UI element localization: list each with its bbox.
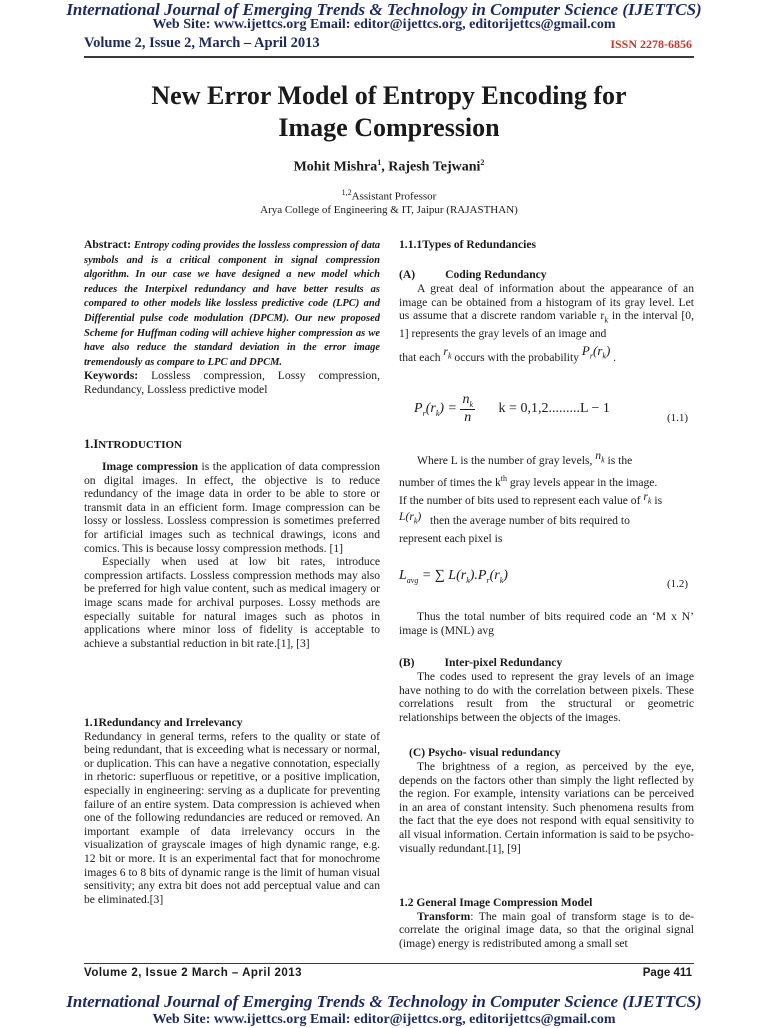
keywords-label: Keywords: <box>84 369 139 383</box>
intro-paragraph-2: Especially when used at low bit rates, introduce compression artifacts. Lossless compression methods may also be preferred for high value content, such as medical imagery or image scans made for archival purposes. Lossy methods are especially suitable for natural images such as photos in applications where minor loss of fidelity is acceptable to achieve a substantial reduction in bit rate.[1], [3] <box>84 555 380 650</box>
journal-footer-title: International Journal of Emerging Trends & Technology in Computer Science (IJETTCS) <box>66 992 702 1011</box>
probability-line: that each $r_k$ occurs with the probability $P_r(r_k)$ . <box>399 343 617 364</box>
issn: ISSN 2278-6856 <box>610 37 692 51</box>
transform-term: Transform <box>417 909 471 923</box>
abstract-text: Entropy coding provides the lossless compression of data symbols and is a critical component in signal compression algorithm. In our case we have designed a new model which reduces the Interpixel redundancy and have better results as compared to other models like lossless predictive code (LPC) and Differential pulse code modulation (DPCM). Our new proposed Scheme for Huffman coding will achieve higher compression as we have also reduce the standard deviation in the error image tremendously as compare to LPC and DPCM. <box>84 240 380 368</box>
page-number: Page 411 <box>642 967 692 979</box>
section-1-2-text: : The main goal of transform stage is to de-correlate the original image data, so that the original signal (image) energy is redistributed among a small set <box>399 909 694 950</box>
where-text: Where L is the number of gray levels, $n_k$ is the number of times the $k^{th}$ gray levels appear in the image. <box>399 449 658 489</box>
paper-title <box>84 80 694 144</box>
equation-1-2-number: (1.2) <box>667 578 689 590</box>
header-rule <box>84 56 694 58</box>
interpixel-heading: (B) Inter-pixel Redundancy <box>399 656 563 669</box>
footer-volume: Volume 2, Issue 2 March – April 2013 <box>84 967 303 979</box>
abstract-label: Abstract: <box>84 238 132 251</box>
journal-footer-website: Web Site: www.ijettcs.org Email: editor@ijettcs.org, editorijettcs@gmail.com <box>152 1012 616 1027</box>
psychovisual-text: The brightness of a region, as perceived by the eye, depends on the factors other than simply the light reflected by the region. For example, intensity variations can be perceived in an area of constant intensity. Such phenomena results from the fact that the eye does not respond with equal sensitivity to all visual information. Certain information is said to be psycho-visually redundant.[1], [9] <box>399 760 694 855</box>
introduction-body <box>84 460 380 650</box>
section-1-1-1-title: 1.1.1Types of Redundancies <box>399 238 536 251</box>
equation-1-1-range: k = 0,1,2.........L − 1 <box>498 401 610 417</box>
keywords-text: Lossless compression, Lossy compression, Redundancy, Lossless predictive model <box>84 369 380 396</box>
abstract <box>84 238 380 397</box>
image-compression-term: Image compression <box>102 460 199 473</box>
fraction-nk-over-n: $\frac{n_k}{n}$ <box>462 392 474 425</box>
section-1-2-title: 1.2 General Image Compression Model <box>399 896 593 909</box>
authors <box>84 158 694 176</box>
equation-1-1: $P_r(r_k)$ = $\frac{n_k}{n}$ k = 0,1,2.........L − 1 <box>414 392 610 425</box>
affiliation-sup: 1,2 <box>341 188 352 197</box>
total-bits-text: Thus the total number of bits required code an ‘M x N’ image is (MNL) avg <box>399 610 694 637</box>
journal-header-website: Web Site: www.ijettcs.org Email: editor@ijettcs.org, editorijettcs@gmail.com <box>152 17 616 32</box>
author-2-sup: 2 <box>480 158 485 167</box>
coding-redundancy-heading: (A) Coding Redundancy <box>399 268 547 281</box>
section-1-2 <box>399 896 694 950</box>
intro-paragraph-1: is the application of data compression on digital images. In effect, the objective is to reduce redundancy of the image data in order to be able to store or transmit data in an efficient form. Image compression can be lossy or lossless. Lossless compression is sometimes preferred for artificial images such as technical drawings, icons and comics. This is because lossy compression methods. [1] <box>84 460 380 555</box>
equation-1-2: $L_{avg}$ = ∑ $L(r_k).P_r(r_k)$ <box>399 568 508 585</box>
section-1-1-title: 1.1Redundancy and Irrelevancy <box>84 716 243 729</box>
author-2: Rajesh Tejwani <box>388 159 481 175</box>
author-separator: , <box>381 159 389 175</box>
volume-issue: Volume 2, Issue 2, March – April 2013 <box>84 35 320 51</box>
interpixel-text: The codes used to represent the gray levels of an image have nothing to do with the correlation between pixels. These correlations result from the structural or geometric relationships between the objects of the images. <box>399 670 694 724</box>
affiliation-institution: Arya College of Engineering & IT, Jaipur (RAJASTHAN) <box>260 204 518 216</box>
equation-1-1-number: (1.1) <box>667 412 689 424</box>
section-1-1-text: Redundancy in general terms, refers to the quality or state of being redundant, that is exceeding what is necessary or normal, or duplication. This can have a negative connotation, especially in rhetoric: superfluous or repetitive, or a positive implication, especially in engineering: serving as a duplicate for preventing failure of an entire system. Data compression is achieved when one of the following redundancies are reduced or removed. An important example of data irrelevancy occurs in the visualization of grayscale images of high dynamic range, e.g. 12 bit or more. It is an experimental fact that for monochrome images 6 to 8 bits of dynamic range is the limit of human visual sensitivity; any extra bit does not add perceptual value and can be eliminated.[3] <box>84 729 380 906</box>
coding-redundancy-text: A great deal of information about the appearance of an image can be obtained from a histogram of its gray level. Let us assume that a discrete random variable $r_k$ in the interval [0, 1] represents the gray levels of an image and <box>399 282 694 341</box>
psychovisual-heading: (C) Psycho- visual redundancy <box>409 746 561 759</box>
bits-text: If the number of bits used to represent each value of $r_k$ is $L(r_k)$ then the average number of bits required to represent each pixel is <box>399 490 663 545</box>
section-1-1 <box>84 716 380 906</box>
title-line-1: New Error Model of Entropy Encoding for <box>151 81 627 110</box>
footer-rule <box>84 963 694 964</box>
title-line-2: Image Compression <box>278 113 500 142</box>
author-1: Mohit Mishra <box>293 159 378 175</box>
affiliation-role: $^{1,2}$Assistant Professor <box>341 188 437 203</box>
introduction-heading: 1.INTRODUCTION <box>84 437 182 451</box>
journal-header-title: International Journal of Emerging Trends & Technology in Computer Science (IJETTCS) <box>66 0 702 19</box>
author-1-sup: 1 <box>377 158 382 167</box>
